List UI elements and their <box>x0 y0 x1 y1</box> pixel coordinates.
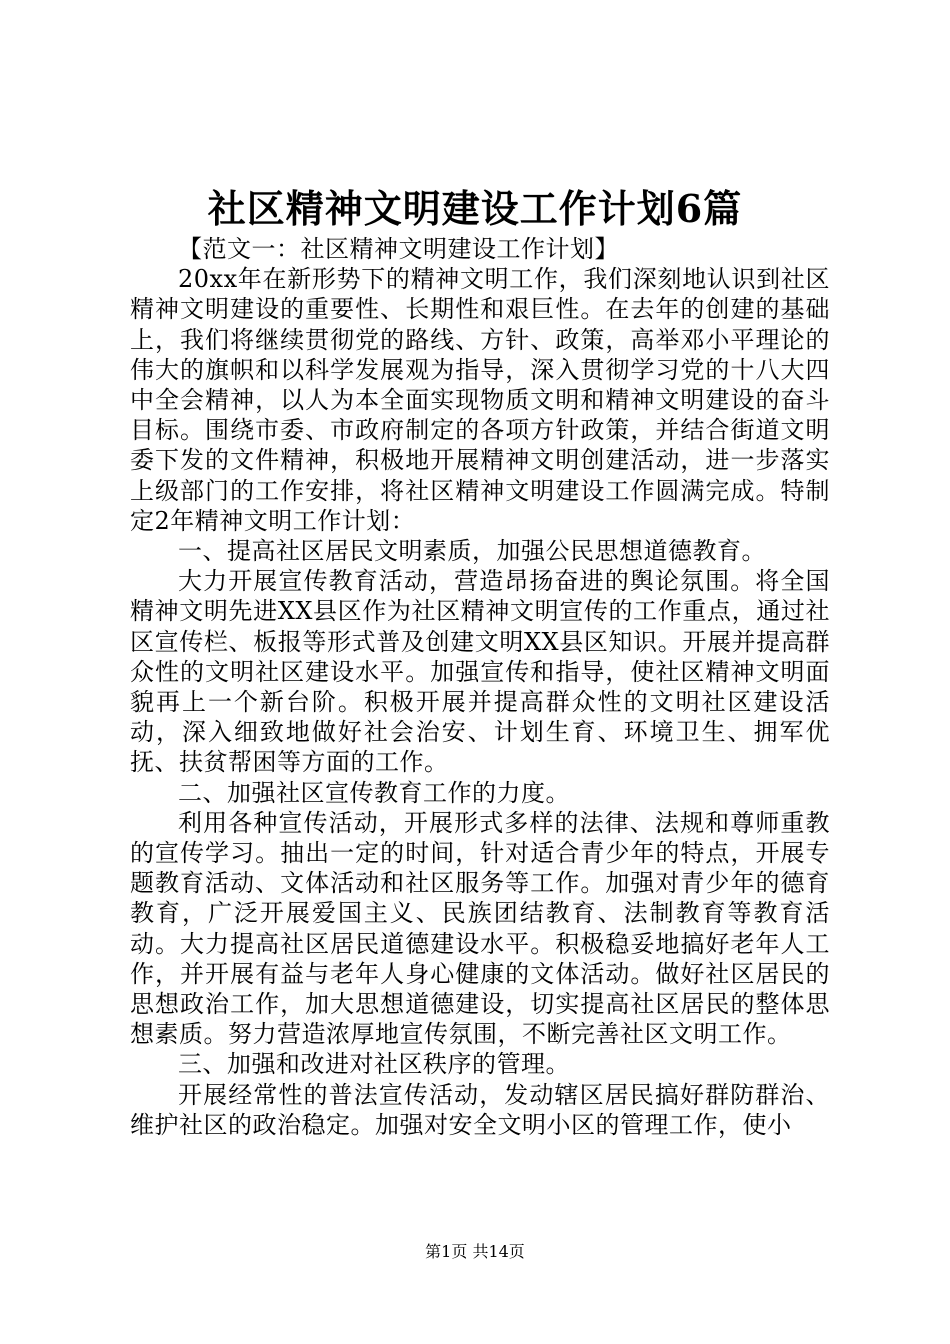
paragraph-heading-sample-one: 【范文一：社区精神文明建设工作计划】 <box>178 235 619 263</box>
paragraph-section-three: 开展经常性的普法宣传活动，发动辖区居民搞好群防群治、维护社区的政治稳定。加强对安全文明小区的管理工作，使小 <box>130 1080 830 1139</box>
section-heading-three: 三、加强和改进对社区秩序的管理。 <box>178 1050 570 1079</box>
page-footer: 第1页 共14页 <box>425 1242 525 1261</box>
paragraph-section-two: 利用各种宣传活动，开展形式多样的法律、法规和尊师重教的宣传学习。抽出一定的时间，针对适合青少年的特点，开展专题教育活动、文体活动和社区服务等工作。加强对青少年的德育教育，广泛开展爱国主义、民族团结教育、法制教育等教育活动。大力提高社区居民道德建设水平。积极稳妥地搞好老年人工作，并开展有益与老年人身心健康的文体活动。做好社区居民的思想政治工作，加大思想道德建设，切实提高社区居民的整体思想素质。努力营造浓厚地宣传氛围，不断完善社区文明工作。 <box>130 808 830 1049</box>
paragraph-intro: 20xx年在新形势下的精神文明工作，我们深刻地认识到社区精神文明建设的重要性、长期性和艰巨性。在去年的创建的基础上，我们将继续贯彻党的路线、方针、政策，高举邓小平理论的伟大的旗帜和以科学发展观为指导，深入贯彻学习党的十八大四中全会精神，以人为本全面实现物质文明和精神文明建设的奋斗目标。围绕市委、市政府制定的各项方针政策，并结合街道文明委下发的文件精神，积极地开展精神文明创建活动，进一步落实上级部门的工作安排，将社区精神文明建设工作圆满完成。特制定2年精神文明工作计划： <box>130 265 830 535</box>
document-body <box>130 234 830 1140</box>
section-heading-one: 一、提高社区居民文明素质，加强公民思想道德教育。 <box>178 537 766 566</box>
document-title: 社区精神文明建设工作计划6篇 <box>207 186 743 231</box>
paragraph-section-one: 大力开展宣传教育活动，营造昂扬奋进的舆论氛围。将全国精神文明先进XX县区作为社区精神文明宣传的工作重点，通过社区宣传栏、板报等形式普及创建文明XX县区知识。开展并提高群众性的文明社区建设水平。加强宣传和指导，使社区精神文明面貌再上一个新台阶。积极开展并提高群众性的文明社区建设活动，深入细致地做好社会治安、计划生育、环境卫生、拥军优抚、扶贫帮困等方面的工作。 <box>130 567 830 777</box>
section-heading-two: 二、加强社区宣传教育工作的力度。 <box>178 778 570 807</box>
